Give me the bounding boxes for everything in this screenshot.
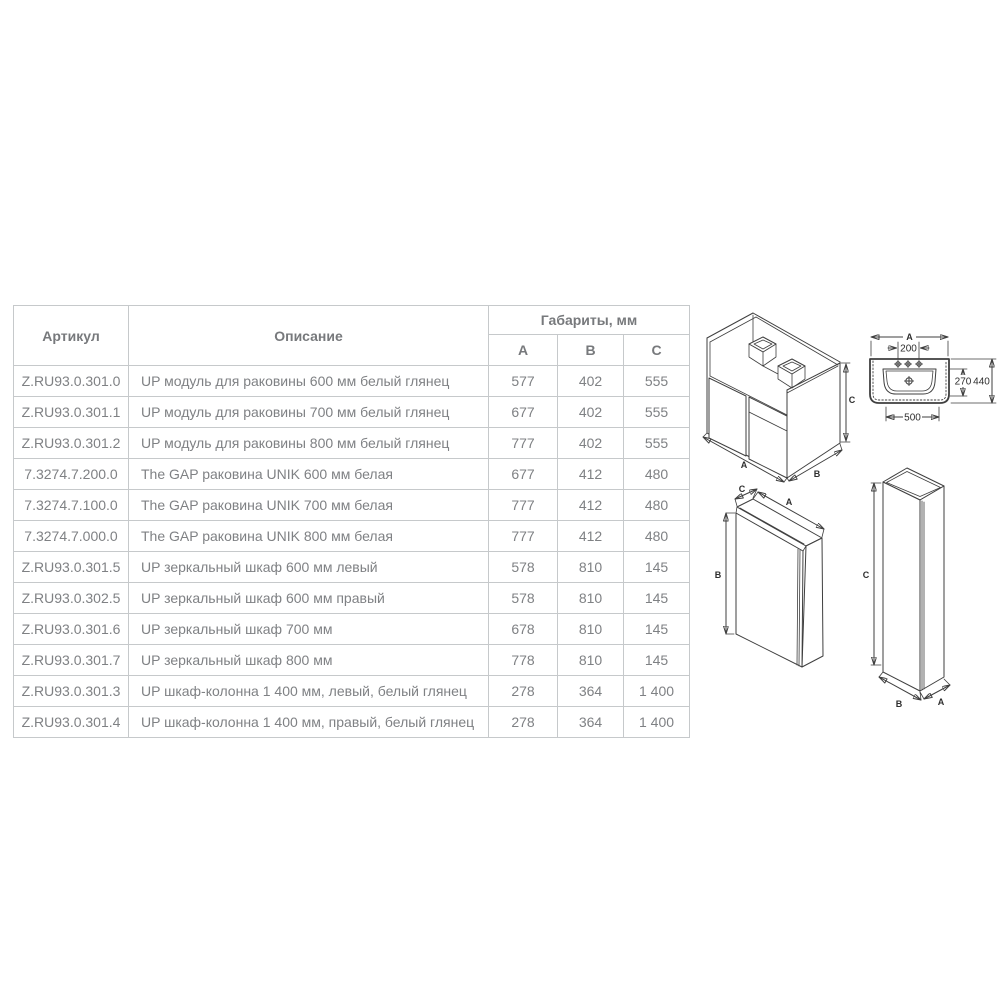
cell-article: Z.RU93.0.301.3 [14, 676, 129, 707]
vanity-left-door [709, 378, 746, 456]
cell-c: 1 400 [624, 707, 690, 738]
table-row [14, 397, 690, 428]
tall-column-drawing [855, 455, 1000, 710]
table-row [14, 428, 690, 459]
cell-c: 145 [624, 583, 690, 614]
table-row [14, 707, 690, 738]
cell-article: Z.RU93.0.301.1 [14, 397, 129, 428]
cell-c: 145 [624, 645, 690, 676]
cell-a: 677 [489, 459, 558, 490]
cell-a: 777 [489, 490, 558, 521]
cell-article: 7.3274.7.100.0 [14, 490, 129, 521]
vanity-dim-c-label: C [848, 395, 856, 405]
table-row [14, 676, 690, 707]
faucet-holes [895, 361, 923, 368]
sink-dim-a-label: A [906, 332, 913, 342]
washbasin-drawing [860, 315, 1000, 430]
sink-dim-440-label: 440 [973, 376, 990, 388]
column-header-c: C [624, 335, 690, 366]
cell-c: 145 [624, 552, 690, 583]
cell-b: 412 [558, 490, 624, 521]
cell-c: 145 [624, 614, 690, 645]
cell-a: 677 [489, 397, 558, 428]
cell-article: Z.RU93.0.301.5 [14, 552, 129, 583]
cell-article: Z.RU93.0.301.0 [14, 366, 129, 397]
column-door [883, 482, 920, 691]
cell-a: 777 [489, 428, 558, 459]
cell-article: 7.3274.7.000.0 [14, 521, 129, 552]
cell-b: 412 [558, 459, 624, 490]
column-dim-c-label: C [862, 570, 870, 580]
column-dim-b-label: B [895, 699, 903, 709]
sink-dim-500-label: 500 [904, 412, 921, 424]
cell-b: 402 [558, 366, 624, 397]
cell-b: 402 [558, 397, 624, 428]
mirror-cabinet-drawing [700, 460, 835, 675]
cell-description: UP зеркальный шкаф 800 мм [129, 645, 489, 676]
cell-b: 810 [558, 645, 624, 676]
sink-dim-200-label: 200 [900, 343, 917, 355]
cell-b: 810 [558, 583, 624, 614]
cell-c: 480 [624, 459, 690, 490]
cell-b: 810 [558, 552, 624, 583]
cell-description: UP шкаф-колонна 1 400 мм, левый, белый глянец [129, 676, 489, 707]
cell-a: 777 [489, 521, 558, 552]
cell-article: Z.RU93.0.302.5 [14, 583, 129, 614]
vanity-cabinet-drawing [700, 300, 860, 485]
table-row [14, 645, 690, 676]
cell-description: UP зеркальный шкаф 700 мм [129, 614, 489, 645]
table-row [14, 366, 690, 397]
table-row [14, 521, 690, 552]
cell-a: 678 [489, 614, 558, 645]
cell-c: 480 [624, 490, 690, 521]
drain-hole [905, 377, 914, 386]
cell-a: 577 [489, 366, 558, 397]
cell-description: UP зеркальный шкаф 600 мм левый [129, 552, 489, 583]
cell-a: 278 [489, 707, 558, 738]
cell-b: 810 [558, 614, 624, 645]
cell-article: Z.RU93.0.301.7 [14, 645, 129, 676]
table-row [14, 552, 690, 583]
mirror-dim-b-label: B [714, 570, 722, 580]
column-header-description: Описание [129, 306, 489, 366]
cell-a: 278 [489, 676, 558, 707]
cell-description: UP модуль для раковины 600 мм белый глянец [129, 366, 489, 397]
cell-a: 578 [489, 583, 558, 614]
cell-c: 555 [624, 366, 690, 397]
table-row [14, 459, 690, 490]
dimensions-table [13, 305, 690, 738]
column-header-b: B [558, 335, 624, 366]
cell-c: 555 [624, 397, 690, 428]
table-row [14, 614, 690, 645]
cell-c: 555 [624, 428, 690, 459]
cell-article: Z.RU93.0.301.6 [14, 614, 129, 645]
cell-description: The GAP раковина UNIK 700 мм белая [129, 490, 489, 521]
table-row [14, 490, 690, 521]
mirror-dim-c-label: C [738, 484, 746, 494]
cell-description: The GAP раковина UNIK 600 мм белая [129, 459, 489, 490]
table-row [14, 583, 690, 614]
cell-description: UP модуль для раковины 800 мм белый глянец [129, 428, 489, 459]
sink-dim-270-label: 270 [954, 376, 972, 388]
vanity-dim-b-label: B [813, 469, 821, 479]
cell-article: 7.3274.7.200.0 [14, 459, 129, 490]
cell-c: 1 400 [624, 676, 690, 707]
cell-article: Z.RU93.0.301.2 [14, 428, 129, 459]
cell-description: UP зеркальный шкаф 600 мм правый [129, 583, 489, 614]
vanity-dim-a-label: A [740, 460, 748, 470]
column-header-a: A [489, 335, 558, 366]
column-dim-a-label: A [937, 697, 945, 707]
cell-b: 402 [558, 428, 624, 459]
table-body [14, 366, 690, 738]
column-header-article: Артикул [14, 306, 129, 366]
cell-description: UP шкаф-колонна 1 400 мм, правый, белый глянец [129, 707, 489, 738]
cell-description: The GAP раковина UNIK 800 мм белая [129, 521, 489, 552]
mirror-dim-a-label: A [785, 497, 793, 507]
cell-article: Z.RU93.0.301.4 [14, 707, 129, 738]
cell-a: 778 [489, 645, 558, 676]
column-header-dimensions-group: Габариты, мм [489, 306, 690, 335]
cell-description: UP модуль для раковины 700 мм белый глянец [129, 397, 489, 428]
cell-a: 578 [489, 552, 558, 583]
cell-c: 480 [624, 521, 690, 552]
cell-b: 364 [558, 676, 624, 707]
cell-b: 364 [558, 707, 624, 738]
cell-b: 412 [558, 521, 624, 552]
